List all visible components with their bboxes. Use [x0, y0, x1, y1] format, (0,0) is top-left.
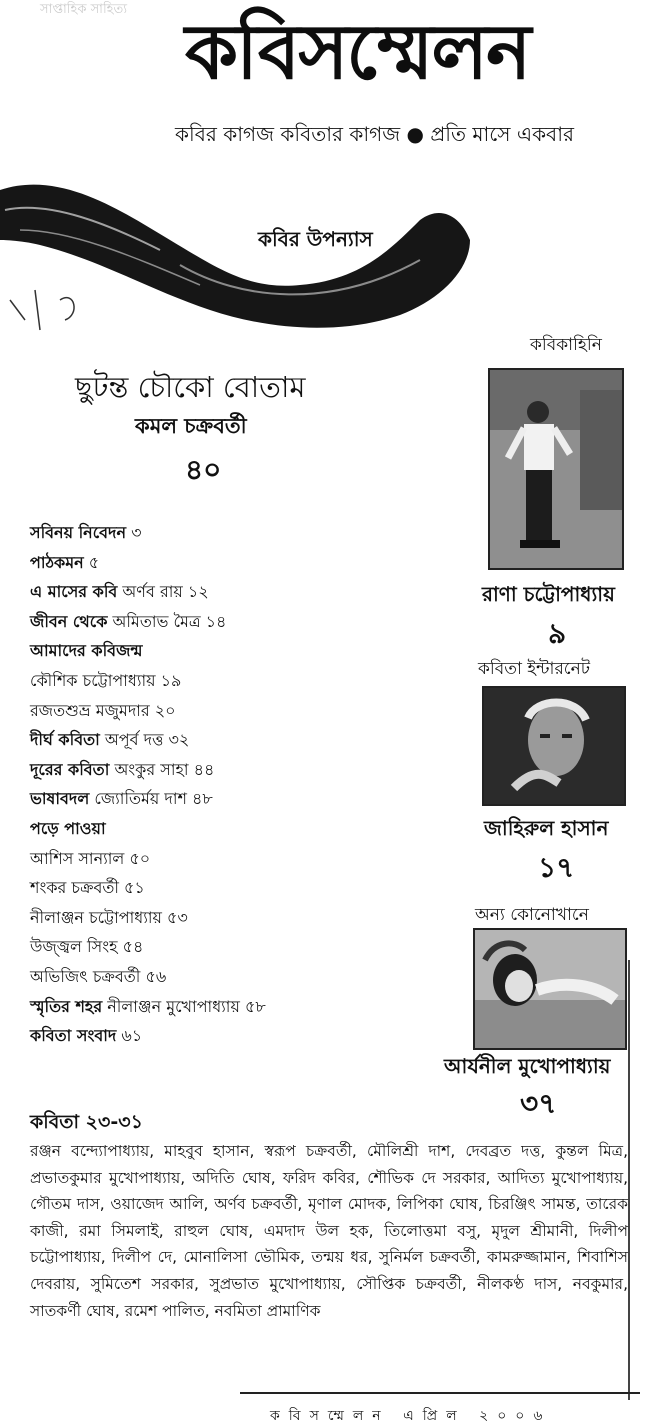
- contents-list: [30, 518, 360, 1051]
- contents-item: আশিস সান্যাল ৫০: [30, 848, 151, 868]
- contents-item: রজতশুভ্র মজুমদার ২০: [30, 700, 176, 720]
- contents-item: পড়ে পাওয়া: [30, 818, 106, 838]
- feature-section-label: অন্য কোনোখানে: [475, 905, 589, 925]
- scan-edge-line: [628, 960, 630, 1400]
- contents-item: শংকর চক্রবর্তী ৫১: [30, 878, 145, 898]
- contents-item: অভিজিৎ চক্রবর্তী ৫৬: [30, 966, 167, 986]
- feature-photo: [473, 928, 627, 1050]
- feature-name: আর্যনীল মুখোপাধ্যায়: [444, 1054, 611, 1078]
- contents-item: দীর্ঘ কবিতা অপূর্ব দত্ত ৩২: [30, 730, 190, 750]
- masthead-title: কবিসম্মেলন: [185, 7, 530, 96]
- contents-item: কবিতা সংবাদ ৬১: [30, 1026, 143, 1046]
- contents-item: জীবন থেকে অমিতাভ মৈত্র ১৪: [30, 611, 227, 631]
- feature-section-label: কবিকাহিনি: [530, 335, 602, 355]
- feature-page-number: ৯: [548, 617, 567, 650]
- feature-name: জাহিরুল হাসান: [484, 816, 609, 840]
- contents-item: পাঠকমন ৫: [30, 552, 100, 572]
- poets-list: রঞ্জন বন্দ্যোপাধ্যায়, মাহবুব হাসান, স্বরূপ চক্রবর্তী, মৌলিশ্রী দাশ, দেবব্রত দত্ত, কুন্তল মিত্র, প্রভাতকুমার মুখোপাধ্যায়, অদিতি ঘোষ, ফরিদ কবির, শৌভিক দে সরকার, আদিত্য মুখোপাধ্যায়, গৌতম দাস, ওয়াজেদ আলি, অর্ণব চক্রবর্তী, মৃণাল মোদক, লিপিকা ঘোষ, চিরঞ্জিৎ সামন্ত, তারেক কাজী, রমা সিমলাই, রাহুল ঘোষ, এমদাদ উল হক, তিলোত্তমা বসু, মৃদুল শ্রীমানী, দিলীপ চট্টোপাধ্যায়, দিলীপ দে, মোনালিসা ভৌমিক, তন্ময় ধর, সুনির্মল চক্রবর্তী, কামরুজ্জামান, শিবাশিস দেবরায়, সুমিতেশ সরকার, সুপ্রভাত মুখোপাধ্যায়, সৌপ্তিক চক্রবর্তী, নীলকণ্ঠ দাস, নবকুমার, সাতকর্ণী ঘোষ, রমেশ পালিত, নবমিতা প্রামাণিক: [30, 1142, 628, 1320]
- contents-item: স্মৃতির শহর নীলাঞ্জন মুখোপাধ্যায় ৫৮: [30, 996, 266, 1016]
- contents-item: সবিনয় নিবেদন ৩: [30, 523, 142, 542]
- feature-name: রাণা চট্টোপাধ্যায়: [482, 582, 615, 606]
- feature-photo: [488, 368, 624, 570]
- novel-author: কমল চক্রবর্তী: [135, 414, 247, 438]
- contents-item: দূরের কবিতা অংকুর সাহা ৪৪: [30, 759, 215, 779]
- feature-page-number: ৩৭: [520, 1087, 557, 1120]
- novel-page-number: ৪০: [185, 453, 222, 486]
- top-bleed-text: সাপ্তাহিক সাহিত্য: [40, 2, 128, 17]
- contents-item: কৌশিক চট্টোপাধ্যায় ১৯: [30, 670, 182, 690]
- brush-stroke-graphic: [0, 150, 480, 340]
- novel-section-label: কবির উপন্যাস: [258, 227, 373, 251]
- contents-item: এ মাসের কবি অর্ণব রায় ১২: [30, 582, 209, 602]
- novel-title: ছুটন্ত চৌকো বোতাম: [75, 370, 306, 404]
- contents-item: আমাদের কবিজন্ম: [30, 641, 143, 661]
- footer-issue-label: কবিসম্মেলন এপ্রিল ২০০৬: [270, 1408, 552, 1424]
- masthead-tagline: কবির কাগজ কবিতার কাগজ ● প্রতি মাসে একবার: [175, 122, 574, 146]
- feature-section-label: কবিতা ইন্টারনেট: [478, 659, 591, 679]
- feature-photo: [482, 686, 626, 806]
- feature-page-number: ১৭: [538, 851, 575, 884]
- contents-item: নীলাঞ্জন চট্টোপাধ্যায় ৫৩: [30, 907, 188, 927]
- footer-rule: [240, 1392, 640, 1394]
- poems-title: কবিতা ২৩-৩১: [30, 1111, 143, 1133]
- contents-item: ভাষাবদল জ্যোতির্ময় দাশ ৪৮: [30, 789, 213, 809]
- contents-item: উজ্জ্বল সিংহ ৫৪: [30, 937, 144, 957]
